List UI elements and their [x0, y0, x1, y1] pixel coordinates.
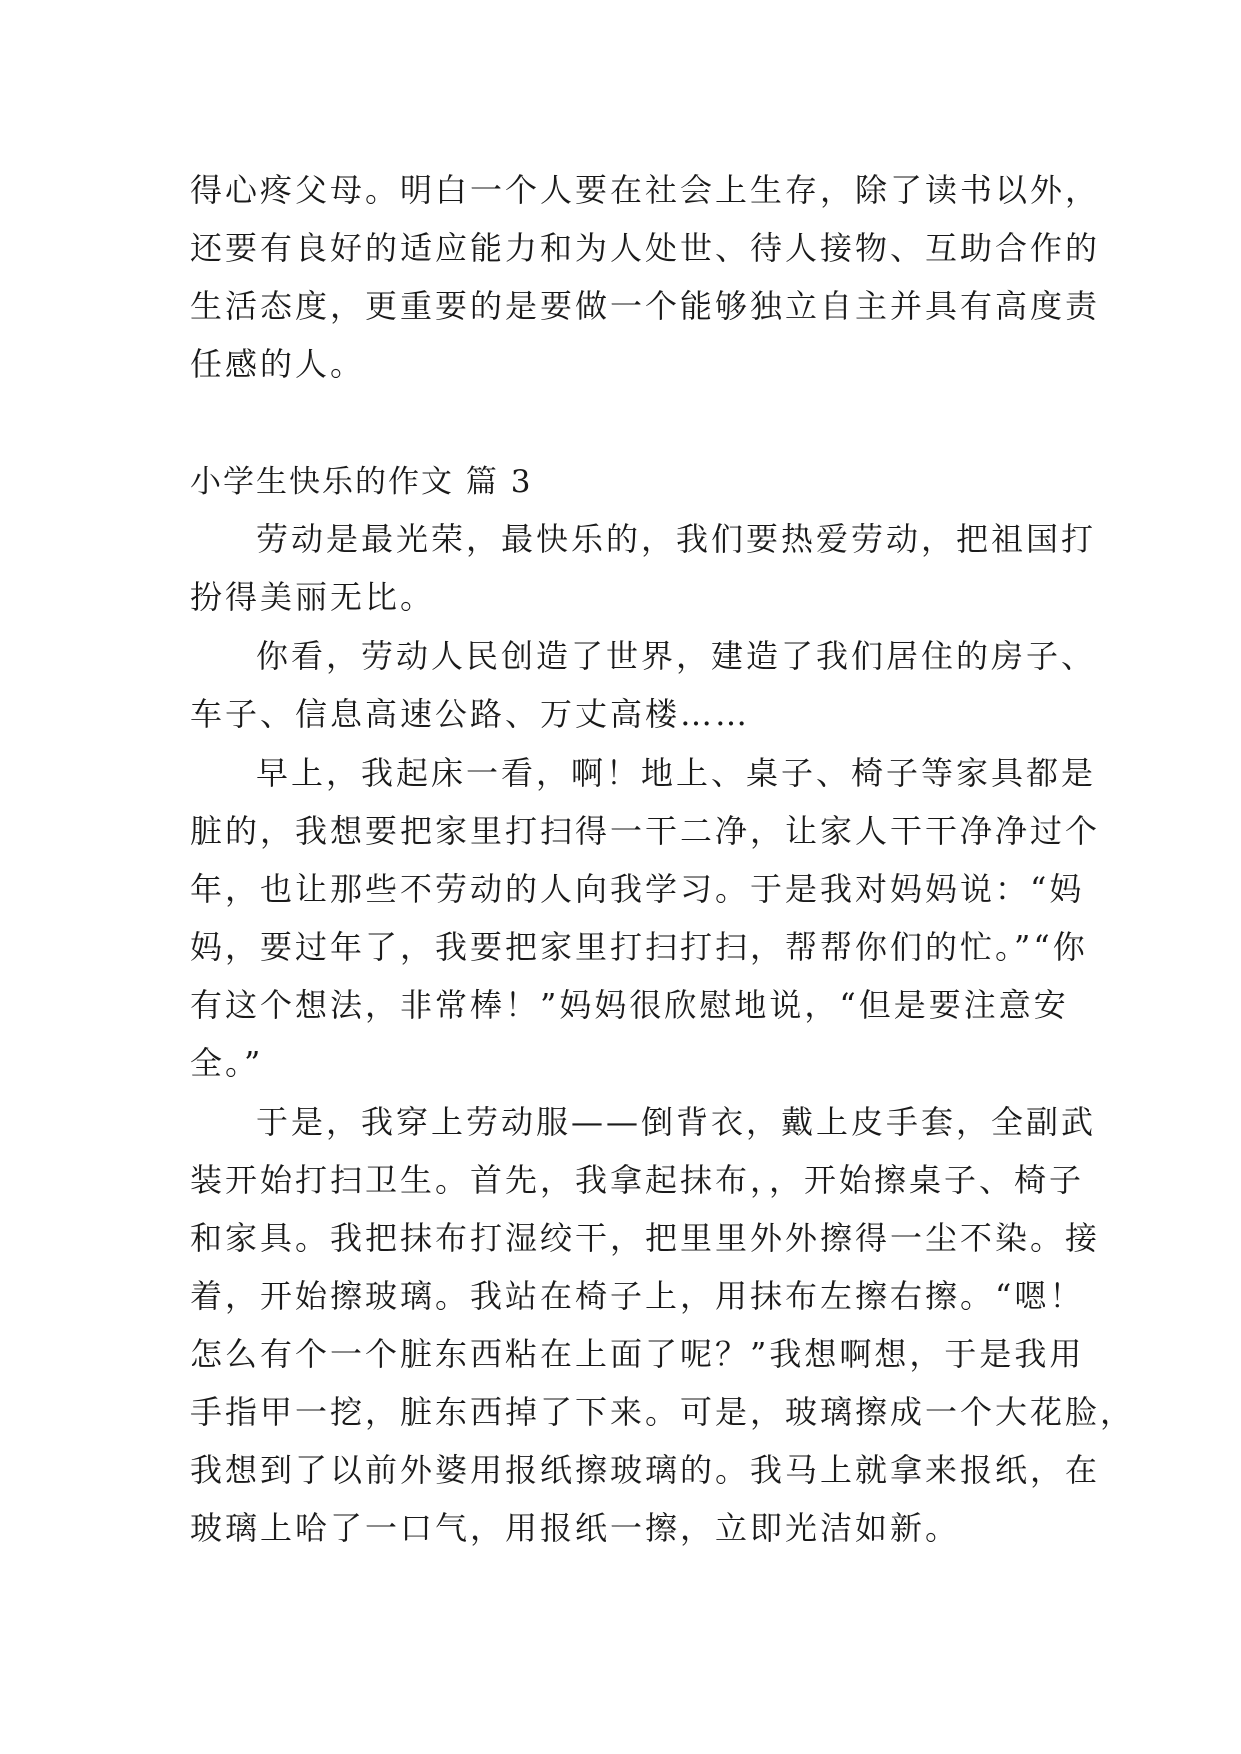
text-line: 任感的人。: [190, 345, 366, 383]
text-line: 装开始打扫卫生。首先，我拿起抹布，，开始擦桌子、椅子: [190, 1161, 1085, 1199]
text-line: 年，也让那些不劳动的人向我学习。于是我对妈妈说：“妈: [190, 870, 1085, 908]
text-line: 我想到了以前外婆用报纸擦玻璃的。我马上就拿来报纸，在: [190, 1451, 1101, 1489]
text-line: 得心疼父母。明白一个人要在社会上生存，除了读书以外，: [190, 171, 1101, 209]
text-line: 还要有良好的适应能力和为人处世、待人接物、互助合作的: [190, 229, 1101, 267]
section-heading: 小学生快乐的作文 篇 3: [190, 464, 533, 500]
text-line: 着，开始擦玻璃。我站在椅子上，用抹布左擦右擦。“嗯！: [190, 1277, 1085, 1315]
text-line: 车子、信息高速公路、万丈高楼……: [190, 695, 751, 733]
paragraph-first-line: 劳动是最光荣，最快乐的，我们要热爱劳动，把祖国打: [256, 520, 1097, 558]
text-line: 妈，要过年了，我要把家里打扫打扫，帮帮你们的忙。”“你: [190, 928, 1088, 966]
text-line: 玻璃上哈了一口气，用报纸一擦，立即光洁如新。: [190, 1509, 961, 1547]
text-line: 手指甲一挖，脏东西掉了下来。可是，玻璃擦成一个大花脸，: [190, 1393, 1136, 1431]
text-line: 和家具。我把抹布打湿绞干，把里里外外擦得一尘不染。接: [190, 1219, 1101, 1257]
text-line: 怎么有个一个脏东西粘在上面了呢？”我想啊想，于是我用: [190, 1335, 1085, 1373]
paragraph-first-line: 你看，劳动人民创造了世界，建造了我们居住的房子、: [256, 637, 1097, 675]
text-line: 全。”: [190, 1044, 264, 1082]
paragraph-first-line: 于是，我穿上劳动服——倒背衣，戴上皮手套，全副武: [256, 1103, 1097, 1141]
text-line: 有这个想法，非常棒！”妈妈很欣慰地说，“但是要注意安: [190, 986, 1069, 1024]
paragraph-first-line: 早上，我起床一看，啊！地上、桌子、椅子等家具都是: [256, 754, 1097, 792]
text-line: 脏的，我想要把家里打扫得一干二净，让家人干干净净过个: [190, 812, 1101, 850]
text-line: 生活态度，更重要的是要做一个能够独立自主并具有高度责: [190, 287, 1101, 325]
text-line: 扮得美丽无比。: [190, 578, 436, 616]
